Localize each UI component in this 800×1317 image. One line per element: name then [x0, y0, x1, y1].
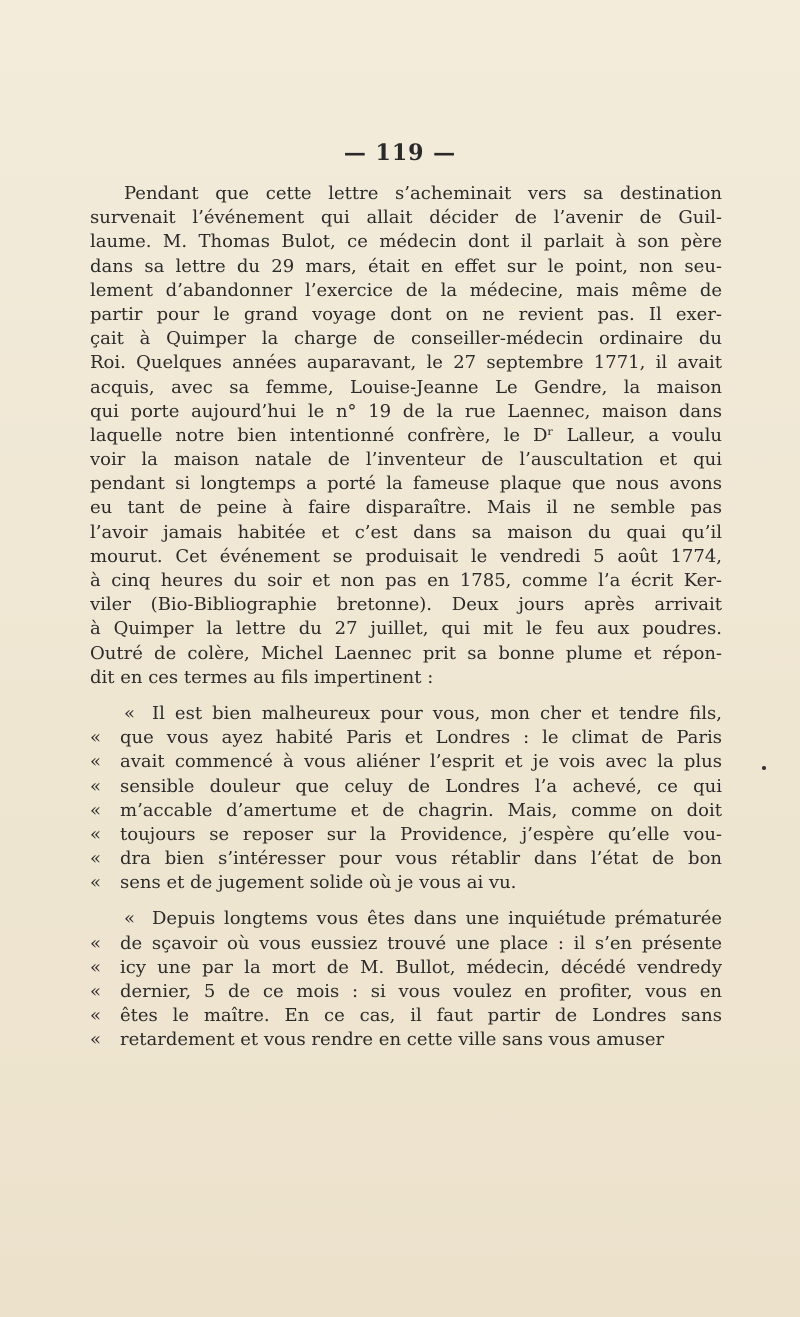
quote-line	[90, 956, 722, 980]
text-line: qui porte aujourd’hui le n° 19 de la rue Laennec, maison dans	[90, 400, 722, 422]
quote-line-text: m’accable d’amertume et de chagrin. Mais, comme on doit	[120, 799, 722, 821]
text-line: Pendant que cette lettre s’acheminait vers sa destination	[124, 183, 722, 204]
text-line: laquelle notre bien intentionné confrère, le Dʳ Lalleur, a voulu	[90, 424, 722, 446]
paragraph-gap	[90, 690, 722, 702]
quote-line	[90, 775, 722, 799]
quote-line-text: retardement et vous rendre en cette ville sans vous amuser	[120, 1029, 665, 1051]
quote-line	[90, 1028, 722, 1052]
quote-mark: «	[90, 848, 102, 870]
quote-mark: «	[90, 956, 102, 978]
paragraph-gap	[90, 895, 722, 907]
text-line: mourut. Cet événement se produisait le vendredi 5 août 1774,	[90, 545, 722, 567]
text-line: l’avoir jamais habitée et c’est dans sa maison du quai qu’il	[90, 521, 722, 543]
quote-line-text: sensible douleur que celuy de Londres l’a achevé, ce qui	[120, 775, 722, 797]
text-line: dit en ces termes au fils impertinent :	[90, 666, 434, 688]
quote-line-text: êtes le maître. En ce cas, il faut partir de Londres sans	[120, 1005, 722, 1027]
page-number: — 119 —	[343, 140, 457, 166]
quote-line	[90, 1004, 722, 1028]
text-line: pendant si longtemps a porté la fameuse plaque que nous avons	[90, 473, 722, 495]
text-line: viler (Bio-Bibliographie bretonne). Deux jours après arrivait	[90, 594, 722, 616]
quote-mark: «	[90, 727, 102, 749]
quote-line-text: dernier, 5 de ce mois : si vous voulez en profiter, vous en	[120, 981, 722, 1002]
quote-mark: «	[90, 981, 102, 1002]
quote-line-text: toujours se reposer sur la Providence, j’espère qu’elle vou-	[120, 823, 722, 845]
text-line: eu tant de peine à faire disparaître. Mais il ne semble pas	[90, 497, 722, 519]
quote-line-text: avait commencé à vous aliéner l’esprit et je vois avec la plus	[120, 751, 722, 773]
quote-line	[90, 847, 722, 871]
quote-mark: «	[90, 799, 102, 821]
quote-mark: «	[90, 775, 102, 797]
quote-mark: «	[90, 1029, 102, 1051]
paragraph-intro	[90, 182, 722, 690]
quote-line-text: Depuis longtems vous êtes dans une inquiétude prématurée	[152, 908, 722, 930]
quote-line-text: sens et de jugement solide où je vous ai vu.	[120, 872, 517, 894]
text-line: voir la maison natale de l’inventeur de l’auscultation et qui	[90, 449, 722, 471]
text-line: Outré de colère, Michel Laennec prit sa bonne plume et répon-	[90, 642, 722, 664]
quote-mark: «	[90, 932, 102, 954]
text-line: çait à Quimper la charge de conseiller-médecin ordinaire du	[90, 328, 722, 350]
quote-line-text: de sçavoir où vous eussiez trouvé une place : il s’en présente	[120, 932, 722, 954]
quote-line	[90, 823, 722, 847]
text-line: dans sa lettre du 29 mars, était en effet sur le point, non seu-	[90, 255, 722, 277]
quote-mark: «	[90, 751, 102, 773]
text-line: Roi. Quelques années auparavant, le 27 septembre 1771, il avait	[90, 352, 722, 374]
text-line: lement d’abandonner l’exercice de la médecine, mais même de	[90, 279, 722, 301]
quote-line	[90, 799, 722, 823]
text-line: acquis, avec sa femme, Louise-Jeanne Le Gendre, la maison	[90, 376, 722, 398]
quote-mark: «	[90, 1005, 102, 1027]
quote-line-text: Il est bien malheureux pour vous, mon cher et tendre fils,	[152, 702, 722, 724]
quote-mark: «	[124, 908, 136, 930]
quote-mark: «	[90, 872, 102, 894]
quote-line	[90, 726, 722, 750]
quote-mark: «	[90, 823, 102, 845]
quote-paragraph-2	[90, 895, 722, 1052]
body-text	[90, 182, 722, 1053]
margin-mark	[762, 766, 766, 770]
quote-line	[90, 750, 722, 774]
quote-line	[90, 702, 722, 726]
text-line: laume. M. Thomas Bulot, ce médecin dont il parlait à son père	[90, 231, 722, 253]
quote-line-text: dra bien s’intéresser pour vous rétablir dans l’état de bon	[120, 848, 722, 870]
quote-line-text: que vous ayez habité Paris et Londres : le climat de Paris	[120, 727, 722, 749]
quote-line	[90, 907, 722, 931]
quote-line	[90, 871, 722, 895]
quote-line-text: icy une par la mort de M. Bullot, médecin, décédé vendredy	[120, 956, 722, 978]
quote-line	[90, 980, 722, 1004]
text-line: à Quimper la lettre du 27 juillet, qui mit le feu aux poudres.	[90, 618, 722, 640]
quote-line	[90, 932, 722, 956]
text-line: à cinq heures du soir et non pas en 1785, comme l’a écrit Ker-	[90, 570, 722, 591]
quote-paragraph-1	[90, 690, 722, 896]
quote-mark: «	[124, 702, 136, 724]
text-line: partir pour le grand voyage dont on ne revient pas. Il exer-	[90, 303, 722, 325]
text-line: survenait l’événement qui allait décider de l’avenir de Guil-	[90, 207, 722, 229]
